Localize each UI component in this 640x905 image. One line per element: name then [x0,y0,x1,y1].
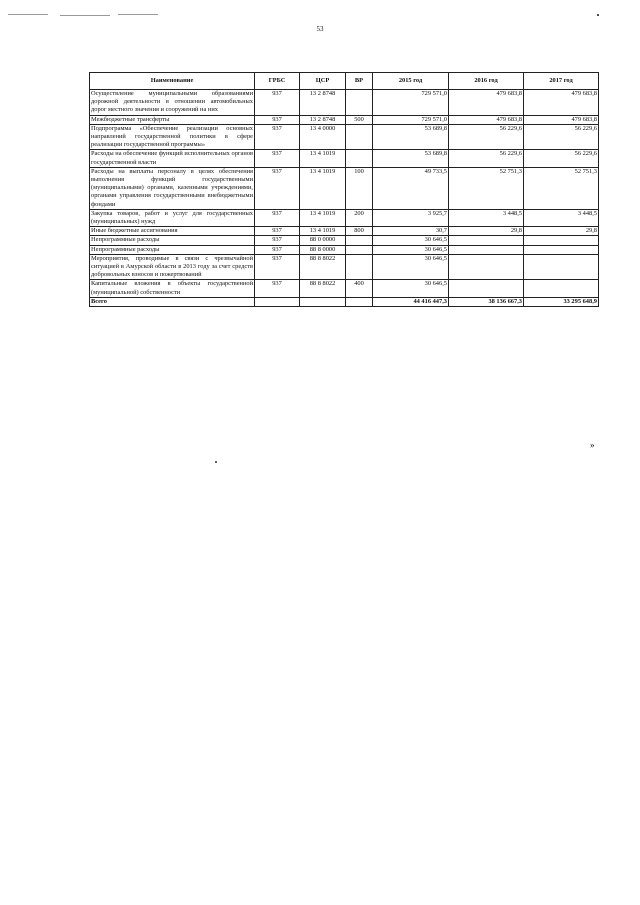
row-2016: 56 229,6 [449,124,524,150]
closing-quote-mark: » [590,440,595,450]
row-2016 [449,245,524,254]
row-vr [346,245,373,254]
row-grbs: 937 [255,167,300,209]
row-2016 [449,254,524,280]
page-number: 53 [316,25,324,33]
table-row [90,124,599,150]
row-name: Расходы на обеспечение функций исполнительных органов государственной власти [91,150,253,166]
row-grbs: 937 [255,209,300,226]
table-row [90,150,599,167]
col-header-csr: ЦСР [300,73,346,90]
table-row [90,90,599,116]
row-csr: 88 8 0000 [300,245,346,254]
row-name: Капитальные вложения в объекты государственной (муниципальной) собственности [91,280,253,296]
row-vr [346,124,373,150]
row-2016 [449,280,524,297]
row-name: Мероприятия, проводимые в связи с чрезвычайной ситуацией в Амурской области в 2013 году за счет средств добровольных взносов и пожертвований [91,254,253,279]
row-name: Иные бюджетные ассигнования [90,227,255,236]
table-row [90,245,599,254]
table-row [90,209,599,226]
row-2015: 30 646,5 [373,280,449,297]
row-2016 [449,236,524,245]
total-csr [300,297,346,306]
row-2017 [524,245,599,254]
row-vr: 800 [346,227,373,236]
row-csr: 88 8 8022 [300,254,346,280]
row-vr [346,236,373,245]
row-2016: 3 448,5 [449,209,524,226]
scan-artifact-line [118,14,158,15]
row-2017 [524,254,599,280]
row-name: Расходы на выплаты персоналу в целях обеспечения выполнения функций государственными (муниципальными) органами, казенными учреждениями, органами управления государственными внебюджетными фондами [91,167,253,208]
row-csr: 88 8 8022 [300,280,346,297]
row-2017 [524,236,599,245]
total-2015: 44 416 447,3 [373,297,449,306]
total-row [90,297,599,306]
row-vr [346,254,373,280]
row-vr: 100 [346,167,373,209]
row-csr: 13 4 1019 [300,150,346,167]
row-2017: 52 751,3 [524,167,599,209]
row-grbs: 937 [255,115,300,124]
row-2015: 3 925,7 [373,209,449,226]
row-csr: 13 2 8748 [300,90,346,116]
scan-artifact-line [8,14,48,15]
row-2015: 30 646,5 [373,236,449,245]
row-grbs: 937 [255,90,300,116]
table-row [90,254,599,280]
total-2017: 33 295 648,9 [524,297,599,306]
row-2016: 52 751,3 [449,167,524,209]
row-vr [346,90,373,116]
row-name: Межбюджетные трансферты [90,115,255,124]
row-grbs: 937 [255,236,300,245]
total-label: Всего [90,297,255,306]
total-2016: 38 136 667,3 [449,297,524,306]
row-2015: 53 689,8 [373,124,449,150]
row-2017: 3 448,5 [524,209,599,226]
row-grbs: 937 [255,245,300,254]
col-header-2015: 2015 год [373,73,449,90]
row-name: Осуществление муниципальными образованиями дорожной деятельности в отношении автомобильных дорог местного значения и сооружений на них [91,90,253,114]
col-header-2016: 2016 год [449,73,524,90]
row-grbs: 937 [255,227,300,236]
table-row [90,236,599,245]
scan-artifact-speck [215,461,217,463]
row-2017: 479 683,8 [524,115,599,124]
table-row [90,167,599,209]
row-2015: 729 571,0 [373,90,449,116]
row-2016: 56 229,6 [449,150,524,167]
row-csr: 13 4 0000 [300,124,346,150]
row-name: Непрограммные расходы [90,236,255,245]
row-2016: 479 683,8 [449,115,524,124]
table-header-row [90,73,599,90]
table-row [90,115,599,124]
row-csr: 88 0 0000 [300,236,346,245]
row-vr: 200 [346,209,373,226]
row-csr: 13 4 1019 [300,227,346,236]
row-vr [346,150,373,167]
row-2016: 479 683,8 [449,90,524,116]
scan-artifact-line [60,15,110,16]
row-grbs: 937 [255,124,300,150]
row-name: Непрограммные расходы [90,245,255,254]
row-csr: 13 2 8748 [300,115,346,124]
scan-artifact-speck [597,14,599,16]
row-2015: 30,7 [373,227,449,236]
row-csr: 13 4 1019 [300,167,346,209]
row-vr: 500 [346,115,373,124]
row-csr: 13 4 1019 [300,209,346,226]
row-2015: 30 646,5 [373,254,449,280]
budget-table [89,72,599,307]
table-row [90,227,599,236]
row-name: Подпрограмма «Обеспечение реализации основных направлений государственной политики в сфере реализации государственной программы» [91,124,253,149]
col-header-2017: 2017 год [524,73,599,90]
row-name: Закупка товаров, работ и услуг для государственных (муниципальных) нужд [91,209,253,226]
row-grbs: 937 [255,150,300,167]
row-grbs: 937 [255,280,300,297]
row-2015: 729 571,0 [373,115,449,124]
row-2016: 29,8 [449,227,524,236]
col-header-name: Наименование [90,73,255,90]
col-header-vr: ВР [346,73,373,90]
row-grbs: 937 [255,254,300,280]
row-2015: 53 689,8 [373,150,449,167]
total-grbs [255,297,300,306]
total-vr [346,297,373,306]
row-vr: 400 [346,280,373,297]
row-2017: 29,8 [524,227,599,236]
table-row [90,280,599,297]
col-header-grbs: ГРБС [255,73,300,90]
row-2017: 56 229,6 [524,150,599,167]
row-2015: 30 646,5 [373,245,449,254]
row-2017: 56 229,6 [524,124,599,150]
row-2017: 479 683,8 [524,90,599,116]
row-2017 [524,280,599,297]
row-2015: 49 733,5 [373,167,449,209]
